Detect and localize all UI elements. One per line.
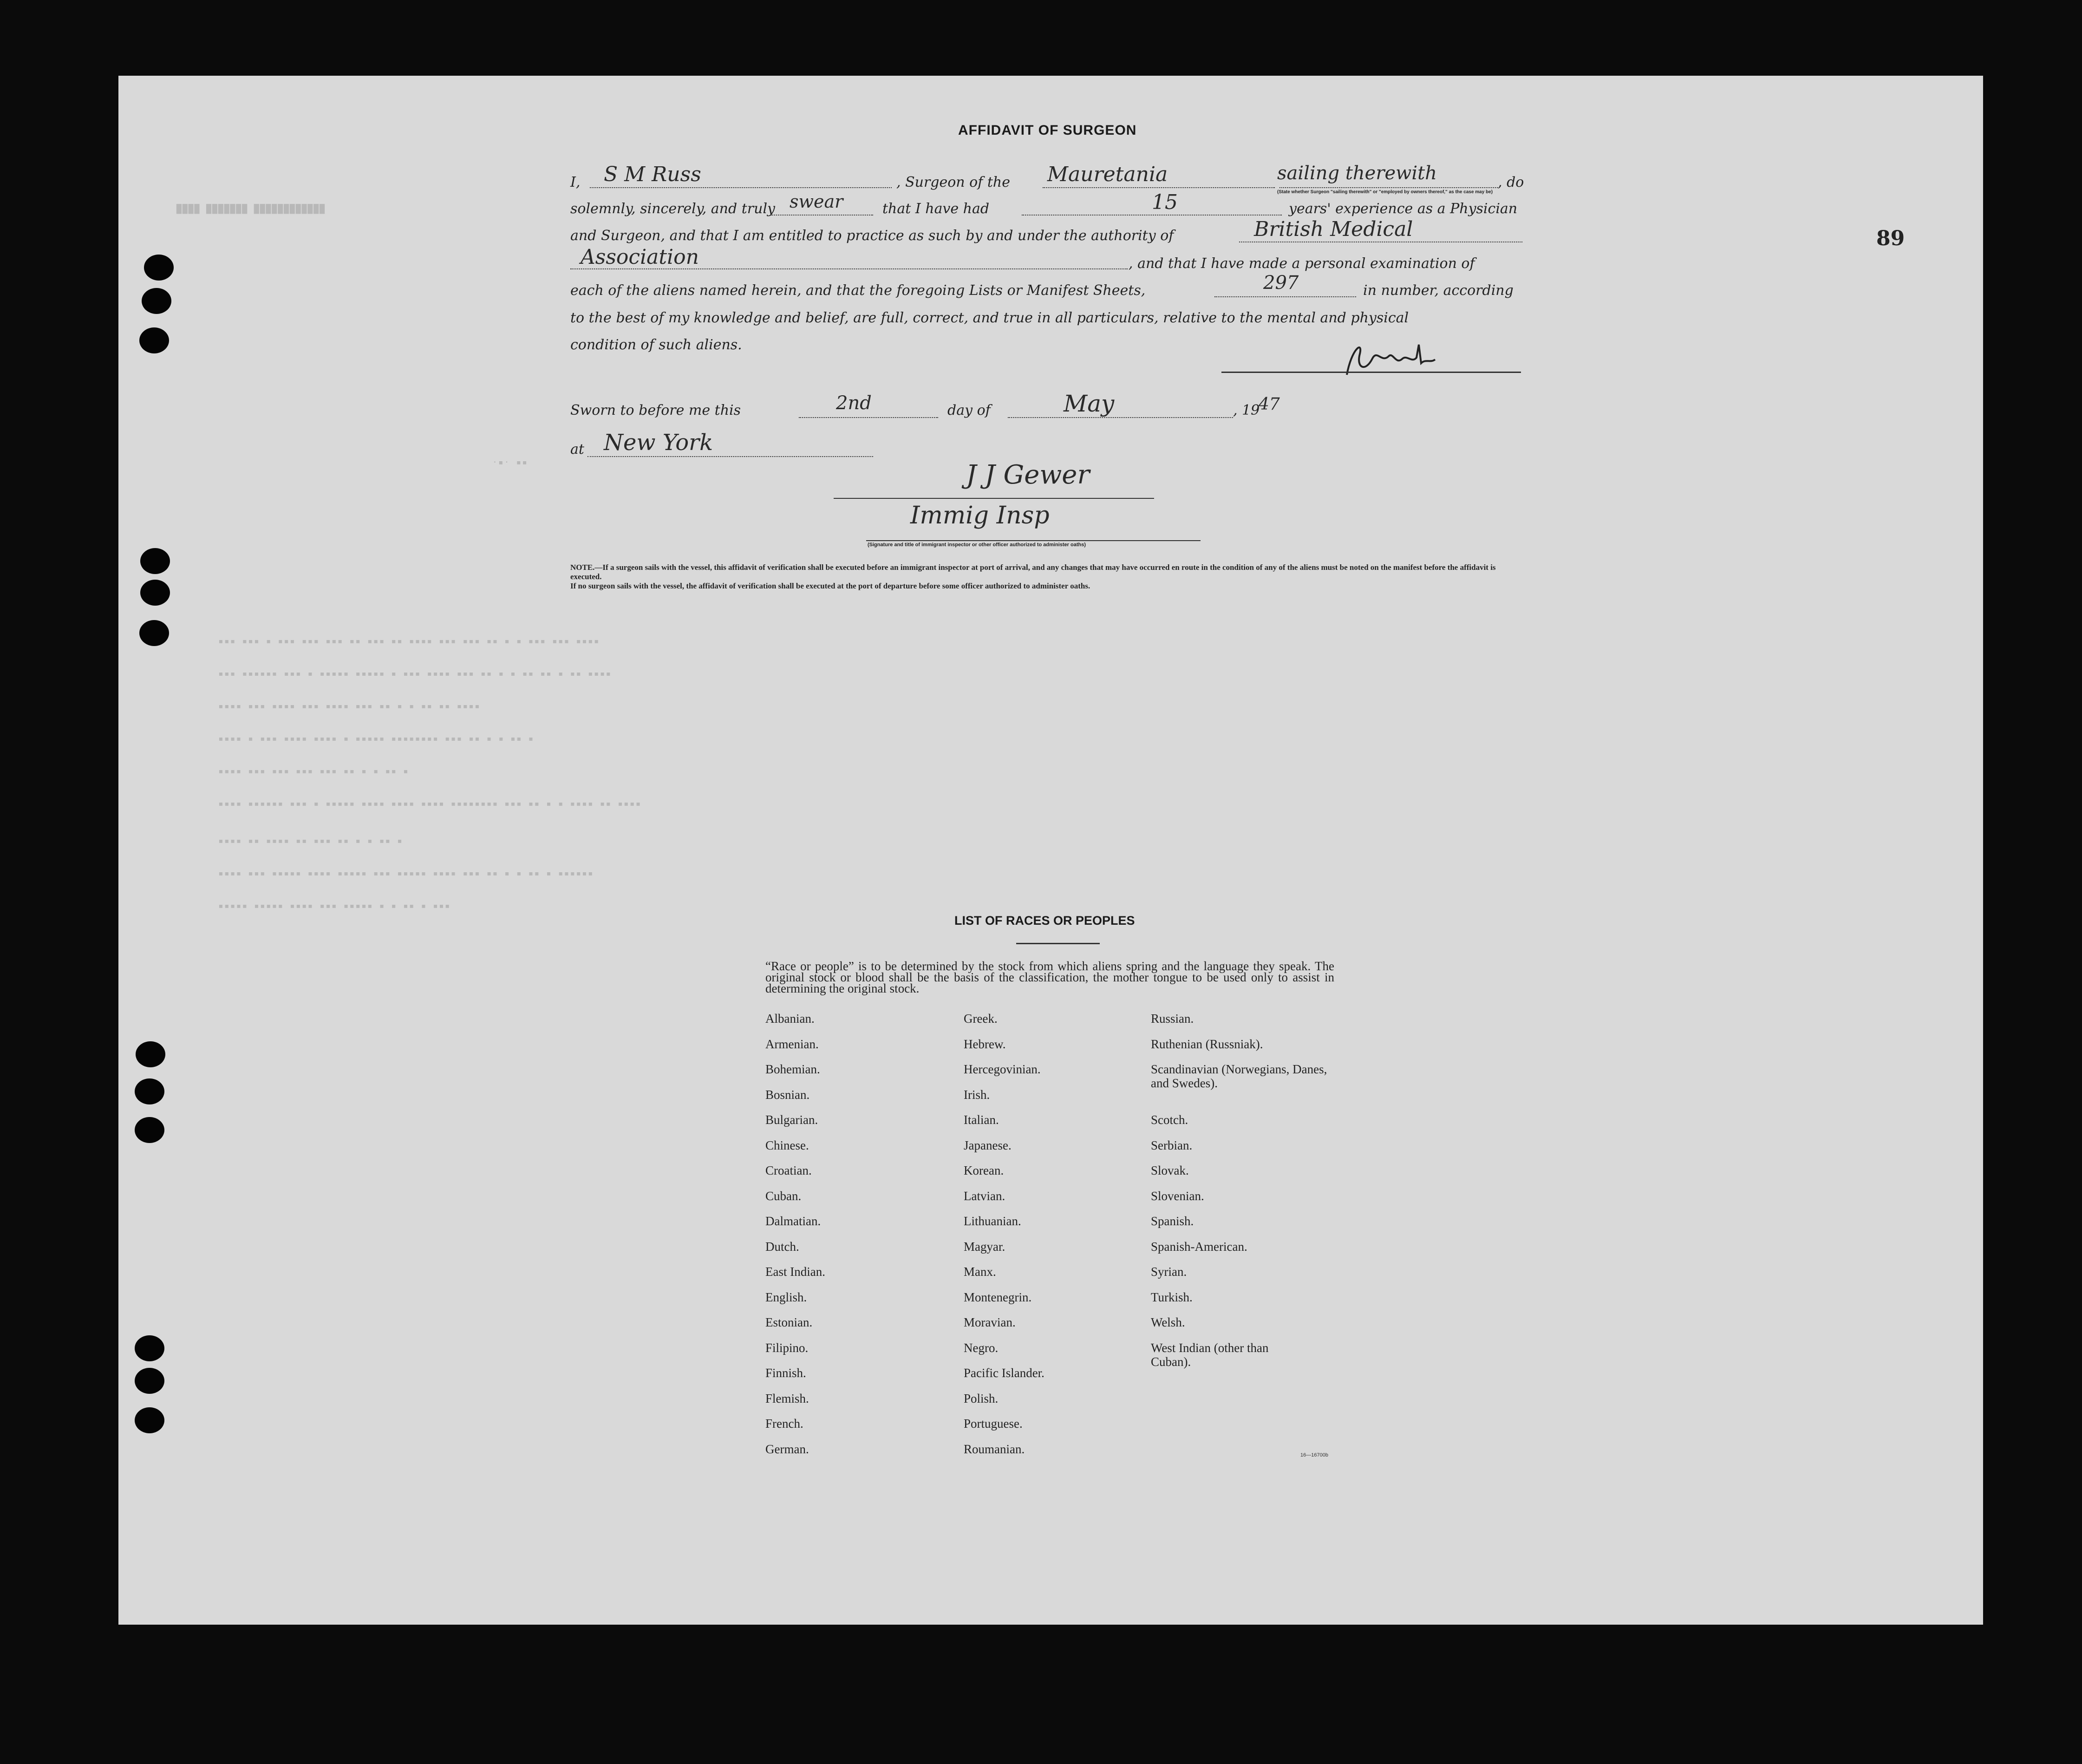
sworn-year-handwriting: 47: [1259, 395, 1280, 414]
race-item: Scotch.: [1151, 1113, 1188, 1127]
place-handwriting: New York: [604, 430, 713, 456]
race-item: Moravian.: [964, 1315, 1016, 1329]
race-item: Dutch.: [765, 1239, 799, 1254]
years-handwriting: 15: [1152, 190, 1178, 214]
sworn-text: Sworn to before me this: [570, 402, 741, 418]
note-no-surgeon: If no surgeon sails with the vessel, the affidavit of verification shall be executed at the port of departure before some officer authorized to administer oaths.: [570, 581, 1090, 590]
note-surgeon: NOTE.—If a surgeon sails with the vessel, this affidavit of verification shall be executed before an immigrant inspector at port of arrival, and any changes that may have occurred en route in the condition of any of the aliens must be noted on the manifest before the affidavit is executed.: [570, 563, 1496, 581]
sheets-handwriting: 297: [1263, 272, 1299, 294]
punch-hole: [136, 1041, 165, 1067]
officer-signature: J J Gewer: [966, 460, 1090, 490]
race-item: Flemish.: [765, 1391, 809, 1405]
page-number: 89: [1876, 227, 1905, 250]
oath-field: [771, 215, 873, 216]
race-item-text: Scandinavian (Norwegians, Danes, and Swedes).: [1151, 1062, 1327, 1090]
punch-hole: [135, 1117, 164, 1143]
race-item: Lithuanian.: [964, 1214, 1021, 1228]
physician-text: years' experience as a Physician: [1289, 201, 1518, 217]
race-item: Roumanian.: [964, 1442, 1025, 1456]
form-number: 16—16700b: [1300, 1452, 1328, 1458]
race-item: French.: [765, 1417, 803, 1431]
sworn-day-handwriting: 2nd: [836, 392, 872, 414]
bleed-through-row: ▪▪▪▪ ▪▪▪▪▪▪ ▪▪▪ ▪ ▪▪▪▪▪ ▪▪▪▪ ▪▪▪▪ ▪▪▪▪ ▪▪▪▪▪▪▪▪ ▪▪▪ ▪▪ ▪ ▪ ▪▪▪▪ ▪▪ ▪▪▪▪: [218, 799, 642, 809]
punch-hole: [142, 288, 171, 314]
race-item: Latvian.: [964, 1189, 1005, 1203]
officer-title-handwriting: Immig Insp: [910, 502, 1050, 529]
race-item: Irish.: [964, 1087, 990, 1102]
race-item: Finnish.: [765, 1366, 806, 1380]
oath-handwriting: swear: [790, 191, 843, 212]
do-text: , do: [1498, 174, 1524, 190]
capacity-note: (State whether Surgeon "sailing therewith" or "employed by owners thereof," as the case may be): [1277, 189, 1493, 195]
race-item: Portuguese.: [964, 1417, 1023, 1431]
race-item: Korean.: [964, 1163, 1004, 1177]
race-item: Italian.: [964, 1113, 999, 1127]
race-item: Serbian.: [1151, 1138, 1193, 1152]
surgeon-name-handwriting: S M Russ: [604, 163, 701, 186]
race-item: Polish.: [964, 1391, 999, 1405]
race-item: Turkish.: [1151, 1290, 1193, 1304]
day-of-text: day of: [947, 402, 991, 418]
day-field: [799, 417, 938, 418]
races-intro: “Race or people” is to be determined by the stock from which aliens spring and the language they speak. The original stock or blood shall be the basis of the classification, the mother tongue to be used only to assist in determining the original stock.: [765, 959, 1334, 995]
surgeon-name-field: [590, 187, 892, 188]
bleed-through-row: ▪▪▪▪ ▪▪▪ ▪▪▪▪▪ ▪▪▪▪ ▪▪▪▪▪ ▪▪▪ ▪▪▪▪▪ ▪▪▪▪ ▪▪▪ ▪▪ ▪ ▪ ▪▪ ▪ ▪▪▪▪▪▪: [218, 869, 594, 878]
place-field: [587, 456, 873, 457]
race-item: Pacific Islander.: [964, 1366, 1044, 1380]
capacity-handwriting: sailing therewith: [1277, 163, 1437, 184]
race-item: Welsh.: [1151, 1315, 1185, 1329]
punch-hole: [139, 327, 169, 353]
sheets-field: [1214, 296, 1356, 297]
belief-text: to the best of my knowledge and belief, are full, correct, and true in all particulars, relative to the mental and physical: [570, 310, 1409, 326]
race-item: Bulgarian.: [765, 1113, 818, 1127]
capacity-field: [1279, 187, 1498, 188]
bleed-through-row: ▪▪▪▪ ▪▪ ▪▪▪▪ ▪▪ ▪▪▪ ▪▪ ▪ ▪ ▪▪ ▪: [218, 836, 403, 846]
authority-handwriting-2: Association: [581, 245, 699, 269]
race-item: Croatian.: [765, 1163, 812, 1177]
punch-hole: [144, 255, 174, 281]
race-item: Spanish-American.: [1151, 1239, 1247, 1254]
bleed-through-row: ·▪· ▪▪: [492, 457, 529, 467]
race-item: [1151, 1341, 1327, 1378]
authority-text: and Surgeon, and that I am entitled to practice as such by and under the authority of: [570, 228, 1174, 244]
officer-caption: (Signature and title of immigrant inspector or other officer authorized to administer oaths): [868, 542, 1086, 548]
race-item: English.: [765, 1290, 807, 1304]
document-page: [118, 76, 1983, 1625]
race-item: Cuban.: [765, 1189, 802, 1203]
affidavit-title: AFFIDAVIT OF SURGEON: [958, 123, 1137, 138]
verification-note: [570, 563, 1522, 591]
race-item: Greek.: [964, 1012, 998, 1026]
races-column-2: [964, 1012, 1044, 1467]
race-item: German.: [765, 1442, 809, 1456]
punch-hole: [135, 1368, 164, 1394]
race-item: East Indian.: [765, 1265, 825, 1279]
bleed-through-row: ▪▪▪▪ ▪ ▪▪▪ ▪▪▪▪ ▪▪▪▪ ▪ ▪▪▪▪▪ ▪▪▪▪▪▪▪▪ ▪▪▪ ▪▪ ▪ ▪ ▪▪ ▪: [218, 734, 535, 744]
at-label: at: [570, 441, 584, 457]
race-item: Negro.: [964, 1340, 999, 1355]
years-field: [1022, 215, 1282, 216]
punch-hole: [135, 1407, 164, 1433]
races-title-rule: [1016, 943, 1100, 944]
surgeon-of-text: , Surgeon of the: [896, 174, 1010, 190]
race-item: Hebrew.: [964, 1037, 1006, 1051]
punch-hole: [140, 548, 170, 574]
race-item: Ruthenian (Russniak).: [1151, 1037, 1263, 1051]
in-number-text: in number, according: [1363, 282, 1514, 299]
race-item: Bohemian.: [765, 1062, 820, 1076]
officer-signature-line-1: [834, 498, 1154, 499]
races-title: LIST OF RACES OR PEOPLES: [954, 914, 1135, 928]
race-item: Spanish.: [1151, 1214, 1194, 1228]
sheets-text: each of the aliens named herein, and that the foregoing Lists or Manifest Sheets,: [570, 282, 1146, 299]
race-item: Armenian.: [765, 1037, 819, 1051]
bleed-through-row: ▪▪▪▪ ▪▪▪ ▪▪▪▪ ▪▪▪ ▪▪▪▪ ▪▪▪ ▪▪ ▪ ▪ ▪▪ ▪▪ ▪▪▪▪: [218, 701, 481, 711]
race-item: Syrian.: [1151, 1265, 1187, 1279]
race-item: Bosnian.: [765, 1087, 810, 1102]
race-item: Albanian.: [765, 1012, 815, 1026]
race-item-text: West Indian (other than Cuban).: [1151, 1340, 1269, 1369]
authority-handwriting-1: British Medical: [1254, 217, 1413, 241]
month-field: [1008, 417, 1233, 418]
surgeon-signature: [1338, 331, 1458, 382]
bleed-through-row: ████ ███████ ████████████: [176, 204, 326, 214]
bleed-through-row: ▪▪▪ ▪▪▪▪▪▪ ▪▪▪ ▪ ▪▪▪▪▪ ▪▪▪▪▪ ▪ ▪▪▪ ▪▪▪▪ ▪▪▪ ▪▪ ▪ ▪ ▪▪ ▪▪ ▪ ▪▪ ▪▪▪▪: [218, 669, 612, 679]
bleed-through-row: ▪▪▪ ▪▪▪ ▪ ▪▪▪ ▪▪▪ ▪▪▪ ▪▪ ▪▪▪ ▪▪ ▪▪▪▪ ▪▪▪ ▪▪▪ ▪▪ ▪ ▪ ▪▪▪ ▪▪▪ ▪▪▪▪: [218, 636, 600, 646]
text-i: I,: [570, 174, 581, 190]
condition-text: condition of such aliens.: [570, 337, 742, 353]
race-item: Hercegovinian.: [964, 1062, 1041, 1076]
race-item: Slovenian.: [1151, 1189, 1204, 1203]
sworn-month-handwriting: May: [1064, 390, 1115, 417]
races-column-1: [765, 1012, 825, 1467]
race-item: Russian.: [1151, 1012, 1194, 1026]
races-column-3: [1151, 1012, 1327, 1378]
surgeon-signature-line: [1221, 372, 1521, 373]
race-item: Dalmatian.: [765, 1214, 821, 1228]
affidavit-line-1: [570, 174, 580, 190]
punch-hole: [139, 620, 169, 646]
ship-handwriting: Mauretania: [1047, 163, 1168, 186]
officer-signature-line-2: [866, 540, 1201, 541]
punch-hole: [140, 580, 170, 606]
year-prefix: , 19: [1233, 402, 1260, 418]
punch-hole: [135, 1335, 164, 1361]
race-item: Estonian.: [765, 1315, 813, 1329]
examination-text: , and that I have made a personal examination of: [1129, 255, 1475, 272]
race-item: [1151, 1062, 1327, 1113]
race-item: Chinese.: [765, 1138, 809, 1152]
bleed-through-row: ▪▪▪▪▪ ▪▪▪▪▪ ▪▪▪▪ ▪▪▪ ▪▪▪▪▪ ▪ ▪ ▪▪ ▪ ▪▪▪: [218, 901, 451, 911]
bleed-through-row: ▪▪▪▪ ▪▪▪ ▪▪▪ ▪▪▪ ▪▪▪ ▪▪ ▪ ▪ ▪▪ ▪: [218, 766, 409, 776]
race-item: Slovak.: [1151, 1163, 1189, 1177]
experience-text: that I have had: [882, 201, 990, 217]
oath-text: solemnly, sincerely, and truly: [570, 201, 776, 217]
race-item: Montenegrin.: [964, 1290, 1032, 1304]
race-item: Magyar.: [964, 1239, 1005, 1254]
punch-hole: [135, 1078, 164, 1104]
ship-field: [1043, 187, 1275, 188]
race-item: Japanese.: [964, 1138, 1012, 1152]
race-item: Manx.: [964, 1265, 996, 1279]
race-item: Filipino.: [765, 1340, 809, 1355]
